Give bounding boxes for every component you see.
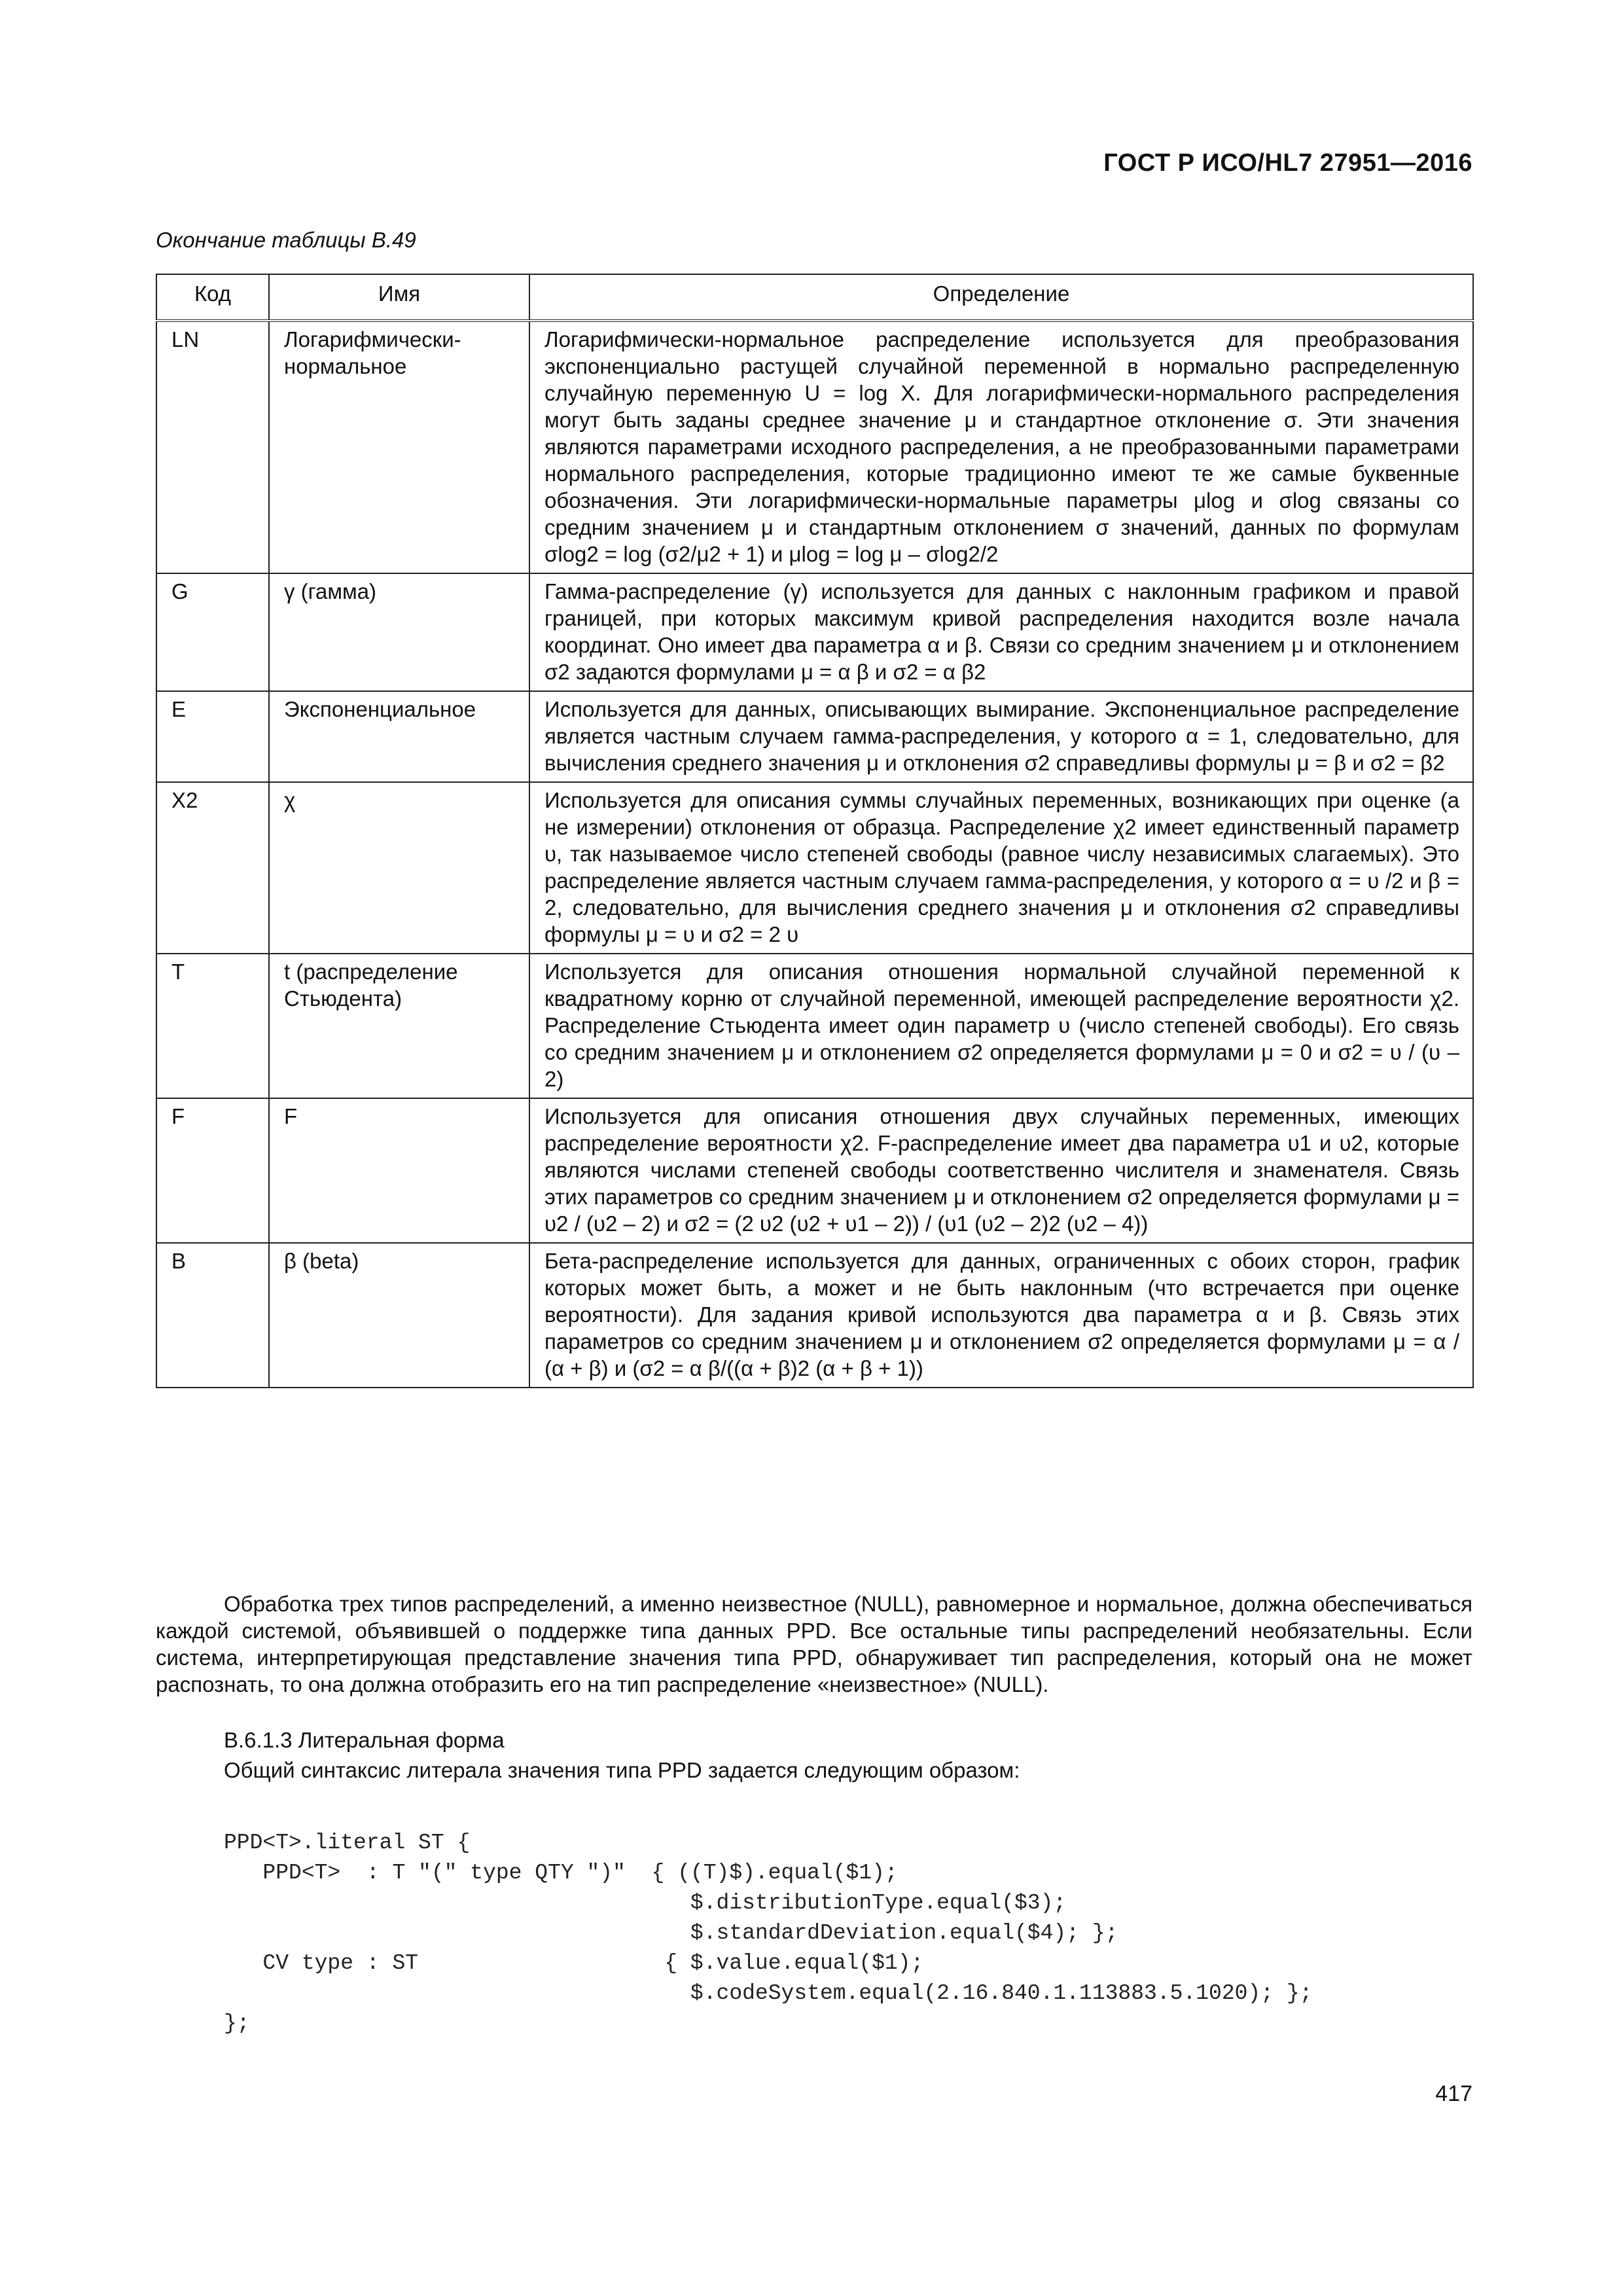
cell-name: β (beta) <box>269 1243 529 1388</box>
cell-code: B <box>156 1243 269 1388</box>
table-row <box>156 573 1473 691</box>
body-paragraph: Обработка трех типов распределений, а именно неизвестное (NULL), равномерное и нормальное, должна обеспечиваться каждой системой, объявившей о поддержке типа данных PPD. Все остальные типы распределений необязательны. Если система, интерпретирующая представление значения типа PPD, обнаруживает тип распределения, который она не может распознать, то она должна отобразить его на тип распределение «неизвестное» (NULL). <box>156 1592 1472 1696</box>
cell-code: E <box>156 691 269 782</box>
table-row <box>156 954 1473 1098</box>
code-listing <box>224 1828 1312 2039</box>
cell-definition: Гамма-распределение (γ) используется для данных с наклонным графиком и правой границей, при которых максимум кривой распределения находится возле начала координат. Оно имеет два параметра α и β. Связи со средним значением μ и отклонением σ2 задаются формулами μ = α β и σ2 = α β2 <box>529 573 1473 691</box>
column-header-name: Имя <box>269 274 529 321</box>
table-header-row <box>156 274 1473 321</box>
table-caption: Окончание таблицы В.49 <box>156 228 416 252</box>
cell-definition: Используется для описания суммы случайных переменных, возникающих при оценке (а не измерении) отклонения от образца. Распределение χ2 имеет единственный параметр υ, так называемое число степеней свободы (равное числу независимых слагаемых). Это распределение является частным случаем гамма-распределения, у которого α = υ /2 и β = 2, следовательно, для вычисления среднего значения μ и отклонения σ2 справедливы формулы μ = υ и σ2 = 2 υ <box>529 782 1473 954</box>
code-line: PPD<T>.literal ST { <box>224 1831 471 1855</box>
cell-definition: Используется для данных, описывающих вымирание. Экспоненциальное распределение является частным случаем гамма-распределения, у которого α = 1, следовательно, для вычисления среднего значения μ и отклонения σ2 справедливы формулы μ = β и σ2 = β2 <box>529 691 1473 782</box>
cell-definition: Бета-распределение используется для данных, ограниченных с обоих сторон, график которых может быть, а может и не быть наклонным (что встречается при оценке вероятности). Для задания кривой используются два параметра α и β. Связь этих параметров со средним значением μ и отклонением σ2 определяется формулами μ = α / (α + β) и (σ2 = α β/((α + β)2 (α + β + 1)) <box>529 1243 1473 1388</box>
cell-name: Экспоненциальное <box>269 691 529 782</box>
section-heading: В.6.1.3 Литеральная форма <box>224 1728 505 1752</box>
table-row <box>156 321 1473 573</box>
column-header-definition: Определение <box>529 274 1473 321</box>
cell-definition: Логарифмически-нормальное распределение используется для преобразования экспоненциально растущей случайной переменной в нормально распределенную случайную переменную U = log X. Для логарифмически-нормального распределения могут быть заданы среднее значение μ и стандартное отклонение σ. Эти значения являются параметрами исходного распределения, а не преобразованными параметрами нормального распределения, которые традиционно имеют те же самые буквенные обозначения. Эти логарифмически-нормальные параметры μlog и σlog связаны со средним значением μ и стандартным отклонением σ значений, данных по формулам σlog2 = log (σ2/μ2 + 1) и μlog = log μ – σlog2/2 <box>529 321 1473 573</box>
code-line: $.distributionType.equal($3); <box>224 1891 1067 1915</box>
code-line: CV type : ST { $.value.equal($1); <box>224 1951 924 1975</box>
standard-number: ГОСТ Р ИСО/HL7 27951—2016 <box>1103 149 1472 177</box>
code-line: }; <box>224 2011 250 2036</box>
column-header-code: Код <box>156 274 269 321</box>
distribution-types-table <box>156 274 1474 1388</box>
cell-name: t (распределение Стьюдента) <box>269 954 529 1098</box>
cell-code: LN <box>156 321 269 573</box>
cell-name: γ (гамма) <box>269 573 529 691</box>
code-line: PPD<T> : T "(" type QTY ")" { ((T)$).equal($1); <box>224 1861 898 1885</box>
table-row <box>156 1243 1473 1388</box>
code-line: $.codeSystem.equal(2.16.840.1.113883.5.1020); }; <box>224 1981 1313 2005</box>
cell-code: F <box>156 1098 269 1243</box>
table-row <box>156 1098 1473 1243</box>
cell-code: X2 <box>156 782 269 954</box>
cell-name: Логарифмически-нормальное <box>269 321 529 573</box>
table-body <box>156 321 1473 1388</box>
page-number: 417 <box>1435 2081 1472 2106</box>
table-row <box>156 782 1473 954</box>
cell-definition: Используется для описания отношения нормальной случайной переменной к квадратному корню от случайной переменной, имеющей распределение вероятности χ2. Распределение Стьюдента имеет один параметр υ (число степеней свободы). Его связь со средним значением μ и отклонением σ2 определяется формулами μ = 0 и σ2 = υ / (υ – 2) <box>529 954 1473 1098</box>
cell-code: G <box>156 573 269 691</box>
cell-name: F <box>269 1098 529 1243</box>
table-row <box>156 691 1473 782</box>
cell-definition: Используется для описания отношения двух случайных переменных, имеющих распределение вероятности χ2. F-распределение имеет два параметра υ1 и υ2, которые являются числами степеней свободы соответственно числителя и знаменателя. Связь этих параметров со средним значением μ и отклонением σ2 определяется формулами μ = υ2 / (υ2 – 2) и σ2 = (2 υ2 (υ2 + υ1 – 2)) / (υ1 (υ2 – 2)2 (υ2 – 4)) <box>529 1098 1473 1243</box>
cell-code: T <box>156 954 269 1098</box>
code-line: $.standardDeviation.equal($4); }; <box>224 1921 1118 1945</box>
syntax-intro: Общий синтаксис литерала значения типа PPD задается следующим образом: <box>224 1758 1020 1782</box>
cell-name: χ <box>269 782 529 954</box>
